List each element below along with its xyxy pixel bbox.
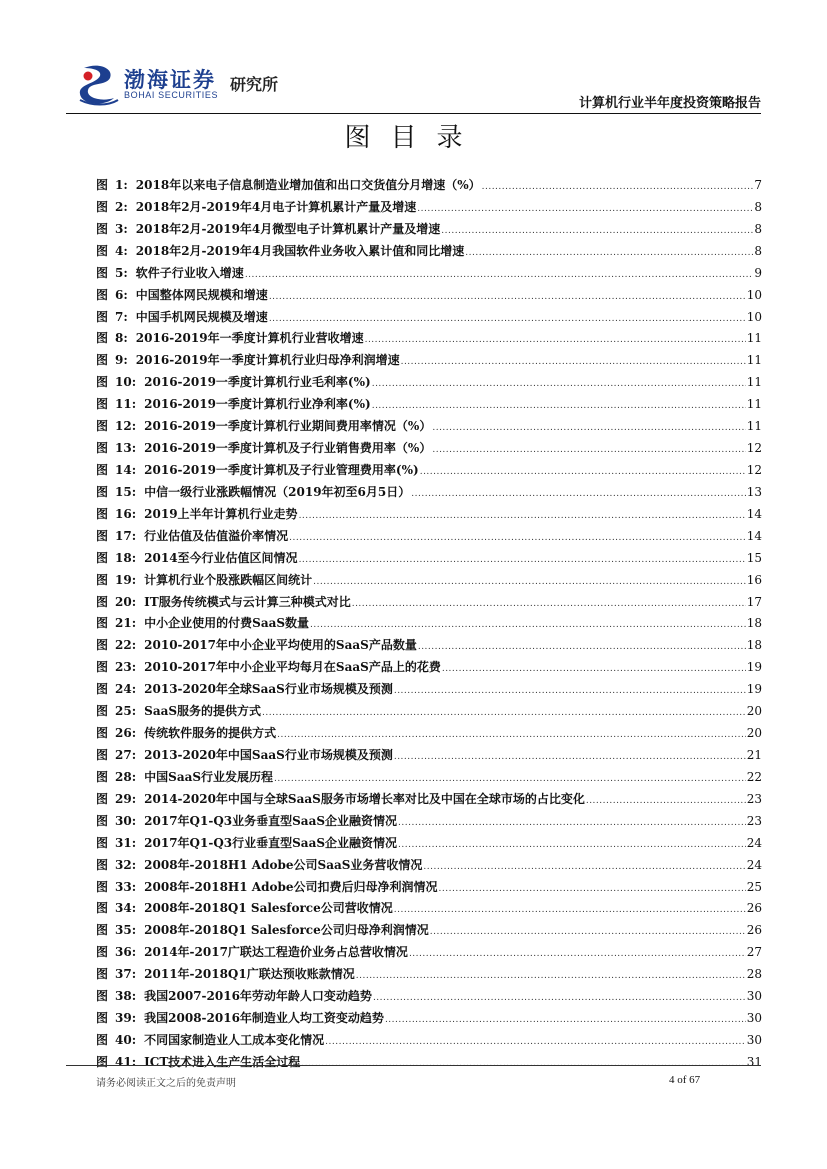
toc-entry-leader bbox=[441, 226, 753, 236]
toc-entry-leader bbox=[274, 774, 746, 784]
toc-entry-title: 中国手机网民规模及增速 bbox=[135, 309, 268, 324]
toc-entry-page: 24 bbox=[746, 857, 762, 872]
toc-entry-leader bbox=[277, 730, 746, 740]
toc-entry[interactable] bbox=[96, 702, 762, 724]
toc-entry-number: 23: bbox=[115, 660, 137, 675]
toc-entry-leader bbox=[432, 423, 745, 433]
toc-entry[interactable] bbox=[96, 724, 762, 746]
toc-entry-leader bbox=[373, 993, 746, 1003]
toc-entry-number: 37: bbox=[115, 967, 137, 982]
toc-entry-number: 9: bbox=[115, 353, 128, 368]
toc-entry-page: 8 bbox=[754, 221, 762, 236]
toc-entry-title: 中国SaaS行业发展历程 bbox=[144, 769, 274, 784]
toc-entry-title: 2014-2020年中国与全球SaaS服务市场增长率对比及中国在全球市场的占比变化 bbox=[144, 791, 585, 806]
toc-entry[interactable] bbox=[96, 242, 762, 264]
toc-entry[interactable] bbox=[96, 483, 762, 505]
toc-entry-page: 14 bbox=[746, 528, 762, 543]
toc-entry-number: 34: bbox=[115, 901, 137, 916]
toc-entry-title: 2016-2019一季度计算机行业净利率(%) bbox=[144, 397, 371, 412]
toc-entry-leader bbox=[299, 555, 746, 565]
toc-entry-prefix: 图 bbox=[96, 835, 109, 850]
toc-entry[interactable] bbox=[96, 768, 762, 790]
toc-entry-title: 2016-2019一季度计算机行业毛利率(%) bbox=[144, 375, 371, 390]
toc-entry-title: 2010-2017年中小企业平均使用的SaaS产品数量 bbox=[144, 638, 417, 653]
page-title: 图目录 bbox=[344, 123, 483, 153]
toc-entry-prefix: 图 bbox=[96, 243, 109, 258]
toc-entry-title: 2017年Q1-Q3行业垂直型SaaS企业融资情况 bbox=[144, 835, 398, 850]
toc-entry-page: 26 bbox=[746, 901, 762, 916]
toc-entry-number: 13: bbox=[115, 441, 137, 456]
toc-entry-prefix: 图 bbox=[96, 484, 109, 499]
toc-entry-title: 2019上半年计算机行业走势 bbox=[144, 506, 298, 521]
toc-entry-leader bbox=[418, 642, 746, 652]
toc-entry-prefix: 图 bbox=[96, 791, 109, 806]
toc-entry-leader bbox=[420, 467, 746, 477]
toc-entry-leader bbox=[394, 686, 746, 696]
toc-entry-title: 行业估值及估值溢价率情况 bbox=[144, 528, 289, 543]
toc-entry-number: 12: bbox=[115, 419, 137, 434]
toc-entry-prefix: 图 bbox=[96, 857, 109, 872]
toc-entry[interactable] bbox=[96, 636, 762, 658]
toc-entry-number: 30: bbox=[115, 813, 137, 828]
toc-entry-prefix: 图 bbox=[96, 462, 109, 477]
toc-entry[interactable] bbox=[96, 220, 762, 242]
toc-entry[interactable] bbox=[96, 373, 762, 395]
toc-entry-leader bbox=[423, 862, 745, 872]
toc-entry-title: 2008年-2018Q1 Salesforce公司营收情况 bbox=[144, 901, 393, 916]
toc-entry-page: 7 bbox=[754, 178, 762, 192]
toc-entry-title: 中信一级行业涨跌幅情况（2019年初至6月5日） bbox=[144, 484, 411, 499]
toc-entry[interactable] bbox=[96, 921, 762, 943]
toc-entry-page: 12 bbox=[746, 441, 762, 456]
toc-entry-title: 2016-2019一季度计算机及子行业管理费用率(%) bbox=[144, 462, 419, 477]
toc-entry-number: 16: bbox=[115, 506, 137, 521]
toc-entry-leader bbox=[398, 840, 746, 850]
toc-entry-number: 32: bbox=[115, 857, 137, 872]
toc-entry-page: 10 bbox=[746, 287, 762, 302]
toc-entry-page: 11 bbox=[746, 353, 762, 368]
toc-entry-leader bbox=[262, 708, 746, 718]
toc-entry-leader bbox=[310, 620, 746, 630]
toc-entry[interactable] bbox=[96, 658, 762, 680]
toc-entry-leader bbox=[325, 1037, 746, 1047]
toc-entry-leader bbox=[301, 1059, 745, 1069]
toc-entry[interactable] bbox=[96, 286, 762, 308]
toc-entry-page: 17 bbox=[746, 594, 762, 609]
toc-entry[interactable] bbox=[96, 198, 762, 220]
toc-entry-title: 我国2008-2016年制造业人均工资变动趋势 bbox=[144, 1011, 384, 1026]
toc-entry-title: 2013-2020年中国SaaS行业市场规模及预测 bbox=[144, 747, 393, 762]
toc-entry-page: 21 bbox=[746, 747, 762, 762]
toc-entry-number: 17: bbox=[115, 528, 137, 543]
toc-entry-page: 23 bbox=[746, 813, 762, 828]
toc-entry-page: 30 bbox=[746, 1032, 762, 1047]
toc-entry-number: 2: bbox=[115, 199, 128, 214]
toc-entry-number: 1: bbox=[115, 178, 128, 192]
toc-entry-prefix: 图 bbox=[96, 769, 109, 784]
toc-entry-leader bbox=[299, 511, 746, 521]
toc-entry-page: 23 bbox=[746, 791, 762, 806]
toc-entry-leader bbox=[356, 971, 746, 981]
toc-entry-number: 10: bbox=[115, 375, 137, 390]
toc-entry[interactable] bbox=[96, 308, 762, 330]
department-label: 研究所 bbox=[230, 75, 279, 94]
toc-entry-number: 22: bbox=[115, 638, 137, 653]
footer-page-number: 4 of 67 bbox=[669, 1074, 701, 1086]
toc-entry[interactable] bbox=[96, 987, 762, 1009]
toc-entry[interactable] bbox=[96, 1031, 762, 1053]
toc-entry-leader bbox=[394, 905, 746, 915]
toc-entry-page: 19 bbox=[746, 682, 762, 697]
toc-entry-page: 8 bbox=[754, 243, 762, 258]
toc-entry[interactable] bbox=[96, 899, 762, 921]
toc-entry-leader bbox=[398, 818, 746, 828]
toc-entry-leader bbox=[409, 949, 746, 959]
toc-entry-title: 计算机行业个股涨跌幅区间统计 bbox=[144, 572, 313, 587]
toc-entry-leader bbox=[465, 248, 753, 258]
company-name-en: BOHAI SECURITIES bbox=[124, 90, 219, 100]
toc-entry-title: ICT技术进入生产生活全过程 bbox=[144, 1054, 301, 1069]
toc-entry-title: 我国2007-2016年劳动年龄人口变动趋势 bbox=[144, 989, 372, 1004]
toc-entry[interactable] bbox=[96, 593, 762, 615]
toc-entry-prefix: 图 bbox=[96, 1054, 109, 1069]
toc-entry[interactable] bbox=[96, 176, 762, 198]
toc-entry[interactable] bbox=[96, 614, 762, 636]
toc-entry-title: 2008年-2018H1 Adobe公司SaaS业务营收情况 bbox=[144, 857, 423, 872]
toc-entry-number: 33: bbox=[115, 879, 137, 894]
toc-entry-leader bbox=[372, 401, 746, 411]
toc-entry-leader bbox=[313, 577, 746, 587]
toc-entry-prefix: 图 bbox=[96, 353, 109, 368]
toc-entry-number: 21: bbox=[115, 616, 137, 631]
toc-entry-prefix: 图 bbox=[96, 1032, 109, 1047]
toc-entry-title: 2016-2019一季度计算机行业期间费用率情况（%） bbox=[144, 419, 432, 434]
toc-entry-number: 38: bbox=[115, 989, 137, 1004]
toc-entry-number: 15: bbox=[115, 484, 137, 499]
toc-entry-prefix: 图 bbox=[96, 923, 109, 938]
toc-entry-page: 19 bbox=[746, 660, 762, 675]
toc-entry-number: 40: bbox=[115, 1032, 137, 1047]
toc-entry-title: 2018年2月-2019年4月微型电子计算机累计产量及增速 bbox=[135, 221, 441, 236]
toc-entry[interactable] bbox=[96, 351, 762, 373]
toc-entry-prefix: 图 bbox=[96, 660, 109, 675]
toc-entry[interactable] bbox=[96, 1053, 762, 1075]
toc-entry-number: 28: bbox=[115, 769, 137, 784]
toc-entry-leader bbox=[439, 884, 746, 894]
toc-entry-prefix: 图 bbox=[96, 945, 109, 960]
toc-entry-number: 41: bbox=[115, 1054, 137, 1069]
toc-entry-leader bbox=[482, 182, 754, 192]
company-name-cn: 渤海证券 bbox=[124, 68, 216, 92]
toc-entry-prefix: 图 bbox=[96, 441, 109, 456]
toc-entry-prefix: 图 bbox=[96, 287, 109, 302]
toc-entry-number: 5: bbox=[115, 265, 128, 280]
toc-entry-page: 12 bbox=[746, 462, 762, 477]
toc-entry-number: 19: bbox=[115, 572, 137, 587]
toc-entry-prefix: 图 bbox=[96, 989, 109, 1004]
toc-entry-number: 25: bbox=[115, 704, 137, 719]
toc-entry-prefix: 图 bbox=[96, 375, 109, 390]
toc-entry-prefix: 图 bbox=[96, 572, 109, 587]
toc-entry-title: 2018年2月-2019年4月我国软件业务收入累计值和同比增速 bbox=[135, 243, 465, 258]
toc-entry-page: 20 bbox=[746, 726, 762, 741]
footer-disclaimer: 请务必阅读正文之后的免责声明 bbox=[96, 1078, 236, 1089]
toc-entry-page: 24 bbox=[746, 835, 762, 850]
toc-entry-title: 2013-2020年全球SaaS行业市场规模及预测 bbox=[144, 682, 393, 697]
page-header bbox=[0, 0, 827, 120]
toc-entry[interactable] bbox=[96, 571, 762, 593]
toc-entry[interactable] bbox=[96, 264, 762, 286]
toc-entry-number: 3: bbox=[115, 221, 128, 236]
toc-entry[interactable] bbox=[96, 1009, 762, 1031]
toc-entry-prefix: 图 bbox=[96, 1011, 109, 1026]
toc-entry-leader bbox=[245, 270, 754, 280]
toc-entry-page: 15 bbox=[746, 550, 762, 565]
toc-entry-leader bbox=[432, 445, 745, 455]
toc-entry-leader bbox=[352, 599, 746, 609]
header-divider bbox=[66, 113, 761, 114]
toc-entry-prefix: 图 bbox=[96, 550, 109, 565]
toc-entry-page: 13 bbox=[746, 484, 762, 499]
toc-entry-leader bbox=[417, 204, 753, 214]
toc-entry-page: 14 bbox=[746, 506, 762, 521]
toc-entry-page: 22 bbox=[746, 769, 762, 784]
toc-entry-title: 2010-2017年中小企业平均每月在SaaS产品上的花费 bbox=[144, 660, 441, 675]
toc-entry-title: 传统软件服务的提供方式 bbox=[144, 726, 277, 741]
toc-entry-page: 27 bbox=[746, 945, 762, 960]
toc-entry-title: 软件子行业收入增速 bbox=[135, 265, 244, 280]
toc-entry-title: 2017年Q1-Q3业务垂直型SaaS企业融资情况 bbox=[144, 813, 398, 828]
toc-entry-page: 11 bbox=[746, 419, 762, 434]
toc-entry-number: 39: bbox=[115, 1011, 137, 1026]
toc-entry-title: IT服务传统模式与云计算三种模式对比 bbox=[144, 594, 351, 609]
toc-entry-prefix: 图 bbox=[96, 265, 109, 280]
toc-entry[interactable] bbox=[96, 943, 762, 965]
toc-entry[interactable] bbox=[96, 746, 762, 768]
toc-entry-prefix: 图 bbox=[96, 967, 109, 982]
toc-entry-prefix: 图 bbox=[96, 594, 109, 609]
toc-entry-number: 14: bbox=[115, 462, 137, 477]
toc-entry-page: 30 bbox=[746, 1011, 762, 1026]
toc-entry-page: 11 bbox=[746, 331, 762, 346]
toc-entry-prefix: 图 bbox=[96, 419, 109, 434]
toc-entry-title: 不同国家制造业人工成本变化情况 bbox=[144, 1032, 325, 1047]
footer-divider bbox=[66, 1065, 761, 1066]
toc-entry-prefix: 图 bbox=[96, 221, 109, 236]
toc-entry-prefix: 图 bbox=[96, 704, 109, 719]
toc-entry-title: 2016-2019年一季度计算机行业归母净利润增速 bbox=[135, 353, 400, 368]
toc-entry[interactable] bbox=[96, 329, 762, 351]
toc-entry-number: 35: bbox=[115, 923, 137, 938]
toc-entry-number: 26: bbox=[115, 726, 137, 741]
toc-entry-prefix: 图 bbox=[96, 616, 109, 631]
toc-entry-page: 18 bbox=[746, 616, 762, 631]
toc-entry-page: 10 bbox=[746, 309, 762, 324]
toc-entry-title: 2018年2月-2019年4月电子计算机累计产量及增速 bbox=[135, 199, 417, 214]
toc-entry-title: 中小企业使用的付费SaaS数量 bbox=[144, 616, 310, 631]
toc-entry[interactable] bbox=[96, 680, 762, 702]
toc-entry-prefix: 图 bbox=[96, 813, 109, 828]
toc-entry-leader bbox=[269, 314, 746, 324]
toc-entry-number: 4: bbox=[115, 243, 128, 258]
toc-entry-page: 30 bbox=[746, 989, 762, 1004]
toc-entry-title: 2014至今行业估值区间情况 bbox=[144, 550, 298, 565]
toc-entry-number: 36: bbox=[115, 945, 137, 960]
toc-entry-number: 8: bbox=[115, 331, 128, 346]
toc-entry-page: 9 bbox=[754, 265, 762, 280]
toc-entry[interactable] bbox=[96, 549, 762, 571]
toc-entry-prefix: 图 bbox=[96, 397, 109, 412]
toc-entry[interactable] bbox=[96, 417, 762, 439]
toc-entry-leader bbox=[401, 357, 746, 367]
toc-entry-prefix: 图 bbox=[96, 638, 109, 653]
toc-entry[interactable] bbox=[96, 527, 762, 549]
toc-entry-leader bbox=[430, 927, 746, 937]
toc-entry-page: 31 bbox=[746, 1054, 762, 1069]
toc-entry-leader bbox=[385, 1015, 746, 1025]
toc-entry-number: 6: bbox=[115, 287, 128, 302]
toc-entry[interactable] bbox=[96, 505, 762, 527]
toc-entry-title: 2016-2019年一季度计算机行业营收增速 bbox=[135, 331, 364, 346]
toc-entry[interactable] bbox=[96, 439, 762, 461]
toc-entry[interactable] bbox=[96, 856, 762, 878]
toc-entry-number: 7: bbox=[115, 309, 128, 324]
toc-entry[interactable] bbox=[96, 965, 762, 987]
company-logo bbox=[78, 62, 318, 106]
toc-entry-leader bbox=[394, 752, 746, 762]
toc-entry-page: 25 bbox=[746, 879, 762, 894]
toc-entry-title: 2008年-2018Q1 Salesforce公司归母净利润情况 bbox=[144, 923, 429, 938]
toc-entry-leader bbox=[365, 335, 746, 345]
toc-entry-page: 20 bbox=[746, 704, 762, 719]
toc-entry-number: 11: bbox=[115, 397, 137, 412]
toc-entry[interactable] bbox=[96, 461, 762, 483]
toc-entry-page: 11 bbox=[746, 375, 762, 390]
toc-entry-prefix: 图 bbox=[96, 901, 109, 916]
toc-entry-title: 2014年-2017广联达工程造价业务占总营收情况 bbox=[144, 945, 408, 960]
toc-entry-title: 2016-2019一季度计算机及子行业销售费用率（%） bbox=[144, 441, 432, 456]
toc-entry-number: 18: bbox=[115, 550, 137, 565]
toc-entry-leader bbox=[442, 664, 746, 674]
toc-entry-title: SaaS服务的提供方式 bbox=[144, 704, 262, 719]
toc-entry-title: 2008年-2018H1 Adobe公司扣费后归母净利润情况 bbox=[144, 879, 438, 894]
report-title: 计算机行业半年度投资策略报告 bbox=[578, 96, 761, 111]
toc-entry-prefix: 图 bbox=[96, 726, 109, 741]
toc-entry-title: 中国整体网民规模和增速 bbox=[135, 287, 268, 302]
toc-entry-leader bbox=[586, 796, 746, 806]
toc-entry-page: 8 bbox=[754, 199, 762, 214]
toc-entry-page: 28 bbox=[746, 967, 762, 982]
toc-entry-number: 29: bbox=[115, 791, 137, 806]
toc-entry-number: 31: bbox=[115, 835, 137, 850]
toc-entry-prefix: 图 bbox=[96, 528, 109, 543]
figure-table-of-contents bbox=[96, 176, 762, 1075]
toc-entry-leader bbox=[269, 292, 746, 302]
toc-entry[interactable] bbox=[96, 878, 762, 900]
bohai-logo-icon bbox=[78, 62, 120, 106]
toc-entry-prefix: 图 bbox=[96, 682, 109, 697]
toc-entry-prefix: 图 bbox=[96, 199, 109, 214]
toc-entry-prefix: 图 bbox=[96, 747, 109, 762]
toc-entry-prefix: 图 bbox=[96, 331, 109, 346]
toc-entry-number: 24: bbox=[115, 682, 137, 697]
toc-entry-number: 20: bbox=[115, 594, 137, 609]
toc-entry-page: 26 bbox=[746, 923, 762, 938]
toc-entry[interactable] bbox=[96, 812, 762, 834]
toc-entry-prefix: 图 bbox=[96, 309, 109, 324]
toc-entry-prefix: 图 bbox=[96, 879, 109, 894]
toc-entry[interactable] bbox=[96, 395, 762, 417]
toc-entry-leader bbox=[411, 489, 745, 499]
toc-entry-page: 18 bbox=[746, 638, 762, 653]
toc-entry-leader bbox=[372, 379, 746, 389]
toc-entry-page: 11 bbox=[746, 397, 762, 412]
toc-entry[interactable] bbox=[96, 790, 762, 812]
toc-entry[interactable] bbox=[96, 834, 762, 856]
toc-entry-page: 16 bbox=[746, 572, 762, 587]
toc-entry-number: 27: bbox=[115, 747, 137, 762]
toc-entry-title: 2011年-2018Q1广联达预收账款情况 bbox=[144, 967, 355, 982]
toc-entry-title: 2018年以来电子信息制造业增加值和出口交货值分月增速（%） bbox=[135, 178, 481, 192]
toc-entry-prefix: 图 bbox=[96, 506, 109, 521]
toc-entry-prefix: 图 bbox=[96, 178, 109, 192]
toc-entry-leader bbox=[289, 533, 746, 543]
